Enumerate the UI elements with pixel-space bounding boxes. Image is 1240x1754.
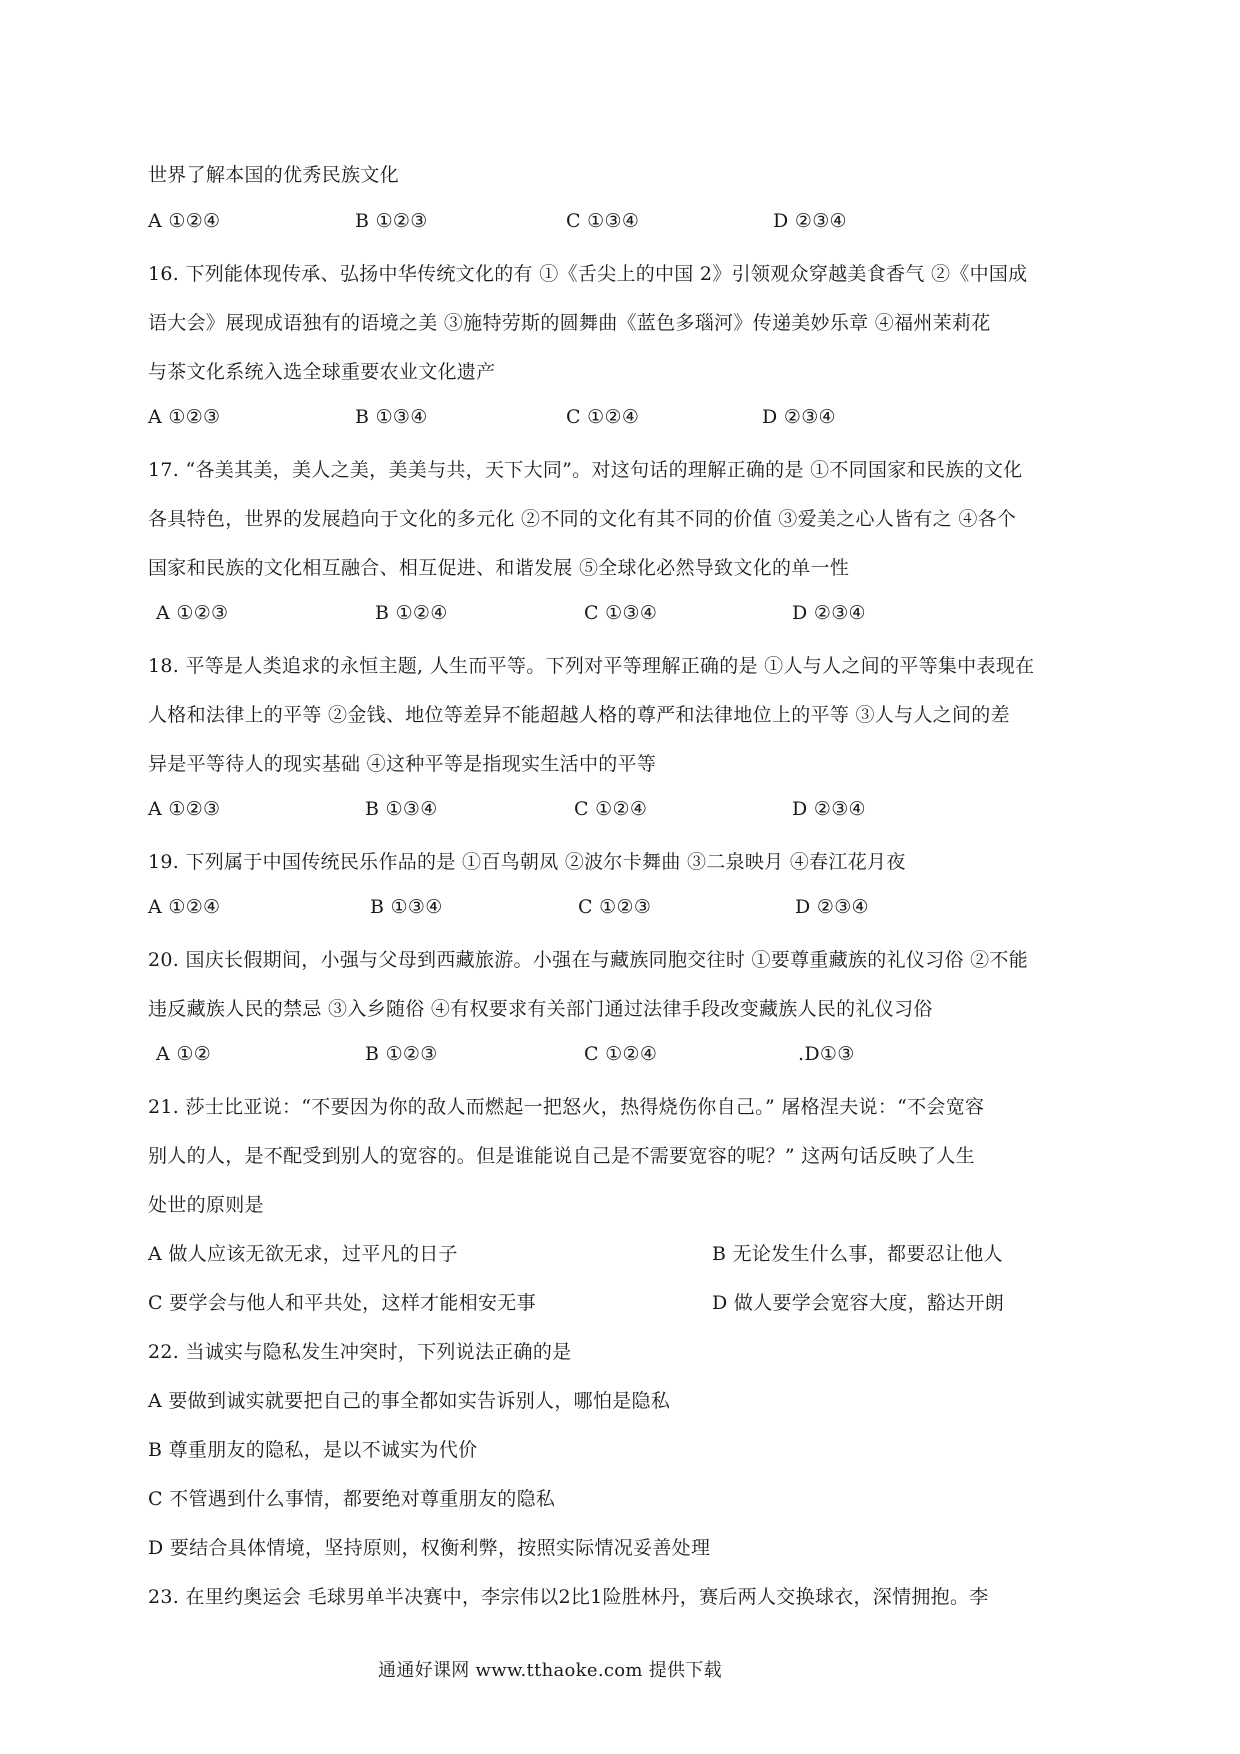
option-c: C ①②④ [584, 1043, 658, 1065]
option-d: D ②③④ [795, 896, 869, 918]
option-c: C ①②③ [578, 896, 652, 918]
text-line: 世界了解本国的优秀民族文化 [148, 164, 399, 186]
option-b: B 无论发生什么事，都要忍让他人 [712, 1243, 1003, 1265]
option-c: C 不管遇到什么事情，都要绝对尊重朋友的隐私 [148, 1488, 556, 1510]
option-a: A 做人应该无欲无求，过平凡的日子 [148, 1243, 458, 1265]
option-c: C 要学会与他人和平共处，这样才能相安无事 [148, 1292, 536, 1314]
q20-text: 20. 国庆长假期间，小强与父母到西藏旅游。小强在与藏族同胞交往时 ①要尊重藏族的礼仪习俗 ②不能 [148, 949, 1029, 971]
q20-text: 违反藏族人民的禁忌 ③入乡随俗 ④有权要求有关部门通过法律手段改变藏族人民的礼仪习俗 [148, 998, 933, 1020]
option-c: C ①②④ [566, 406, 640, 428]
q18-text: 18. 平等是人类追求的永恒主题, 人生而平等。下列对平等理解正确的是 ①人与人之间的平等集中表现在 [148, 655, 1035, 677]
q19-text: 19. 下列属于中国传统民乐作品的是 ①百鸟朝凤 ②波尔卡舞曲 ③二泉映月 ④春江花月夜 [148, 851, 906, 873]
option-c: C ①③④ [584, 602, 658, 624]
option-c: C ①②④ [574, 798, 648, 820]
option-b: B 尊重朋友的隐私，是以不诚实为代价 [148, 1439, 478, 1461]
option-c: C ①③④ [566, 210, 640, 232]
option-b: B ①③④ [355, 406, 428, 428]
option-d: D ②③④ [773, 210, 847, 232]
page-footer: 通通好课网 www.tthaoke.com 提供下载 [378, 1660, 722, 1681]
option-b: B ①③④ [365, 798, 438, 820]
option-a: A ①②③ [156, 602, 229, 624]
q21-text: 别人的人，是不配受到别人的宽容的。但是谁能说自己是不需要宽容的呢？” 这两句话反映了人生 [148, 1145, 975, 1167]
option-a: A ①②④ [148, 210, 221, 232]
q23-text: 23. 在里约奥运会 毛球男单半决赛中，李宗伟以2比1险胜林丹，赛后两人交换球衣，深情拥抱。李 [148, 1586, 989, 1608]
option-b: B ①②③ [365, 1043, 438, 1065]
option-d: D ②③④ [762, 406, 836, 428]
option-d: D 做人要学会宽容大度，豁达开朗 [712, 1292, 1005, 1314]
q16-text: 与茶文化系统入选全球重要农业文化遗产 [148, 361, 496, 383]
q16-text: 语大会》展现成语独有的语境之美 ③施特劳斯的圆舞曲《蓝色多瑙河》传递美妙乐章 ④福州茉莉花 [148, 312, 991, 334]
q18-text: 人格和法律上的平等 ②金钱、地位等差异不能超越人格的尊严和法律地位上的平等 ③人与人之间的差 [148, 704, 1010, 726]
option-a: A ①②③ [148, 798, 221, 820]
option-b: B ①②③ [355, 210, 428, 232]
q17-text: 各具特色，世界的发展趋向于文化的多元化 ②不同的文化有其不同的价值 ③爱美之心人皆有之 ④各个 [148, 508, 1017, 530]
q21-text: 处世的原则是 [148, 1194, 264, 1216]
option-b: B ①②④ [375, 602, 448, 624]
option-a: A 要做到诚实就要把自己的事全都如实告诉别人，哪怕是隐私 [148, 1390, 671, 1412]
option-a: A ①②④ [148, 896, 221, 918]
option-d: .D①③ [798, 1043, 855, 1065]
q22-text: 22. 当诚实与隐私发生冲突时，下列说法正确的是 [148, 1341, 572, 1363]
option-d: D ②③④ [792, 602, 866, 624]
q17-text: 国家和民族的文化相互融合、相互促进、和谐发展 ⑤全球化必然导致文化的单一性 [148, 557, 850, 579]
q17-text: 17. “各美其美，美人之美，美美与共，天下大同”。对这句话的理解正确的是 ①不同国家和民族的文化 [148, 459, 1023, 481]
q21-text: 21. 莎士比亚说：“不要因为你的敌人而燃起一把怒火，热得烧伤你自己。” 屠格涅夫说：“不会宽容 [148, 1096, 985, 1118]
option-a: A ①② [156, 1043, 212, 1065]
option-a: A ①②③ [148, 406, 221, 428]
option-d: D ②③④ [792, 798, 866, 820]
q18-text: 异是平等待人的现实基础 ④这种平等是指现实生活中的平等 [148, 753, 657, 775]
option-b: B ①③④ [370, 896, 443, 918]
option-d: D 要结合具体情境，坚持原则，权衡利弊，按照实际情况妥善处理 [148, 1537, 711, 1559]
q16-text: 16. 下列能体现传承、弘扬中华传统文化的有 ①《舌尖上的中国 2》引领观众穿越美食香气 ②《中国成 [148, 263, 1028, 285]
